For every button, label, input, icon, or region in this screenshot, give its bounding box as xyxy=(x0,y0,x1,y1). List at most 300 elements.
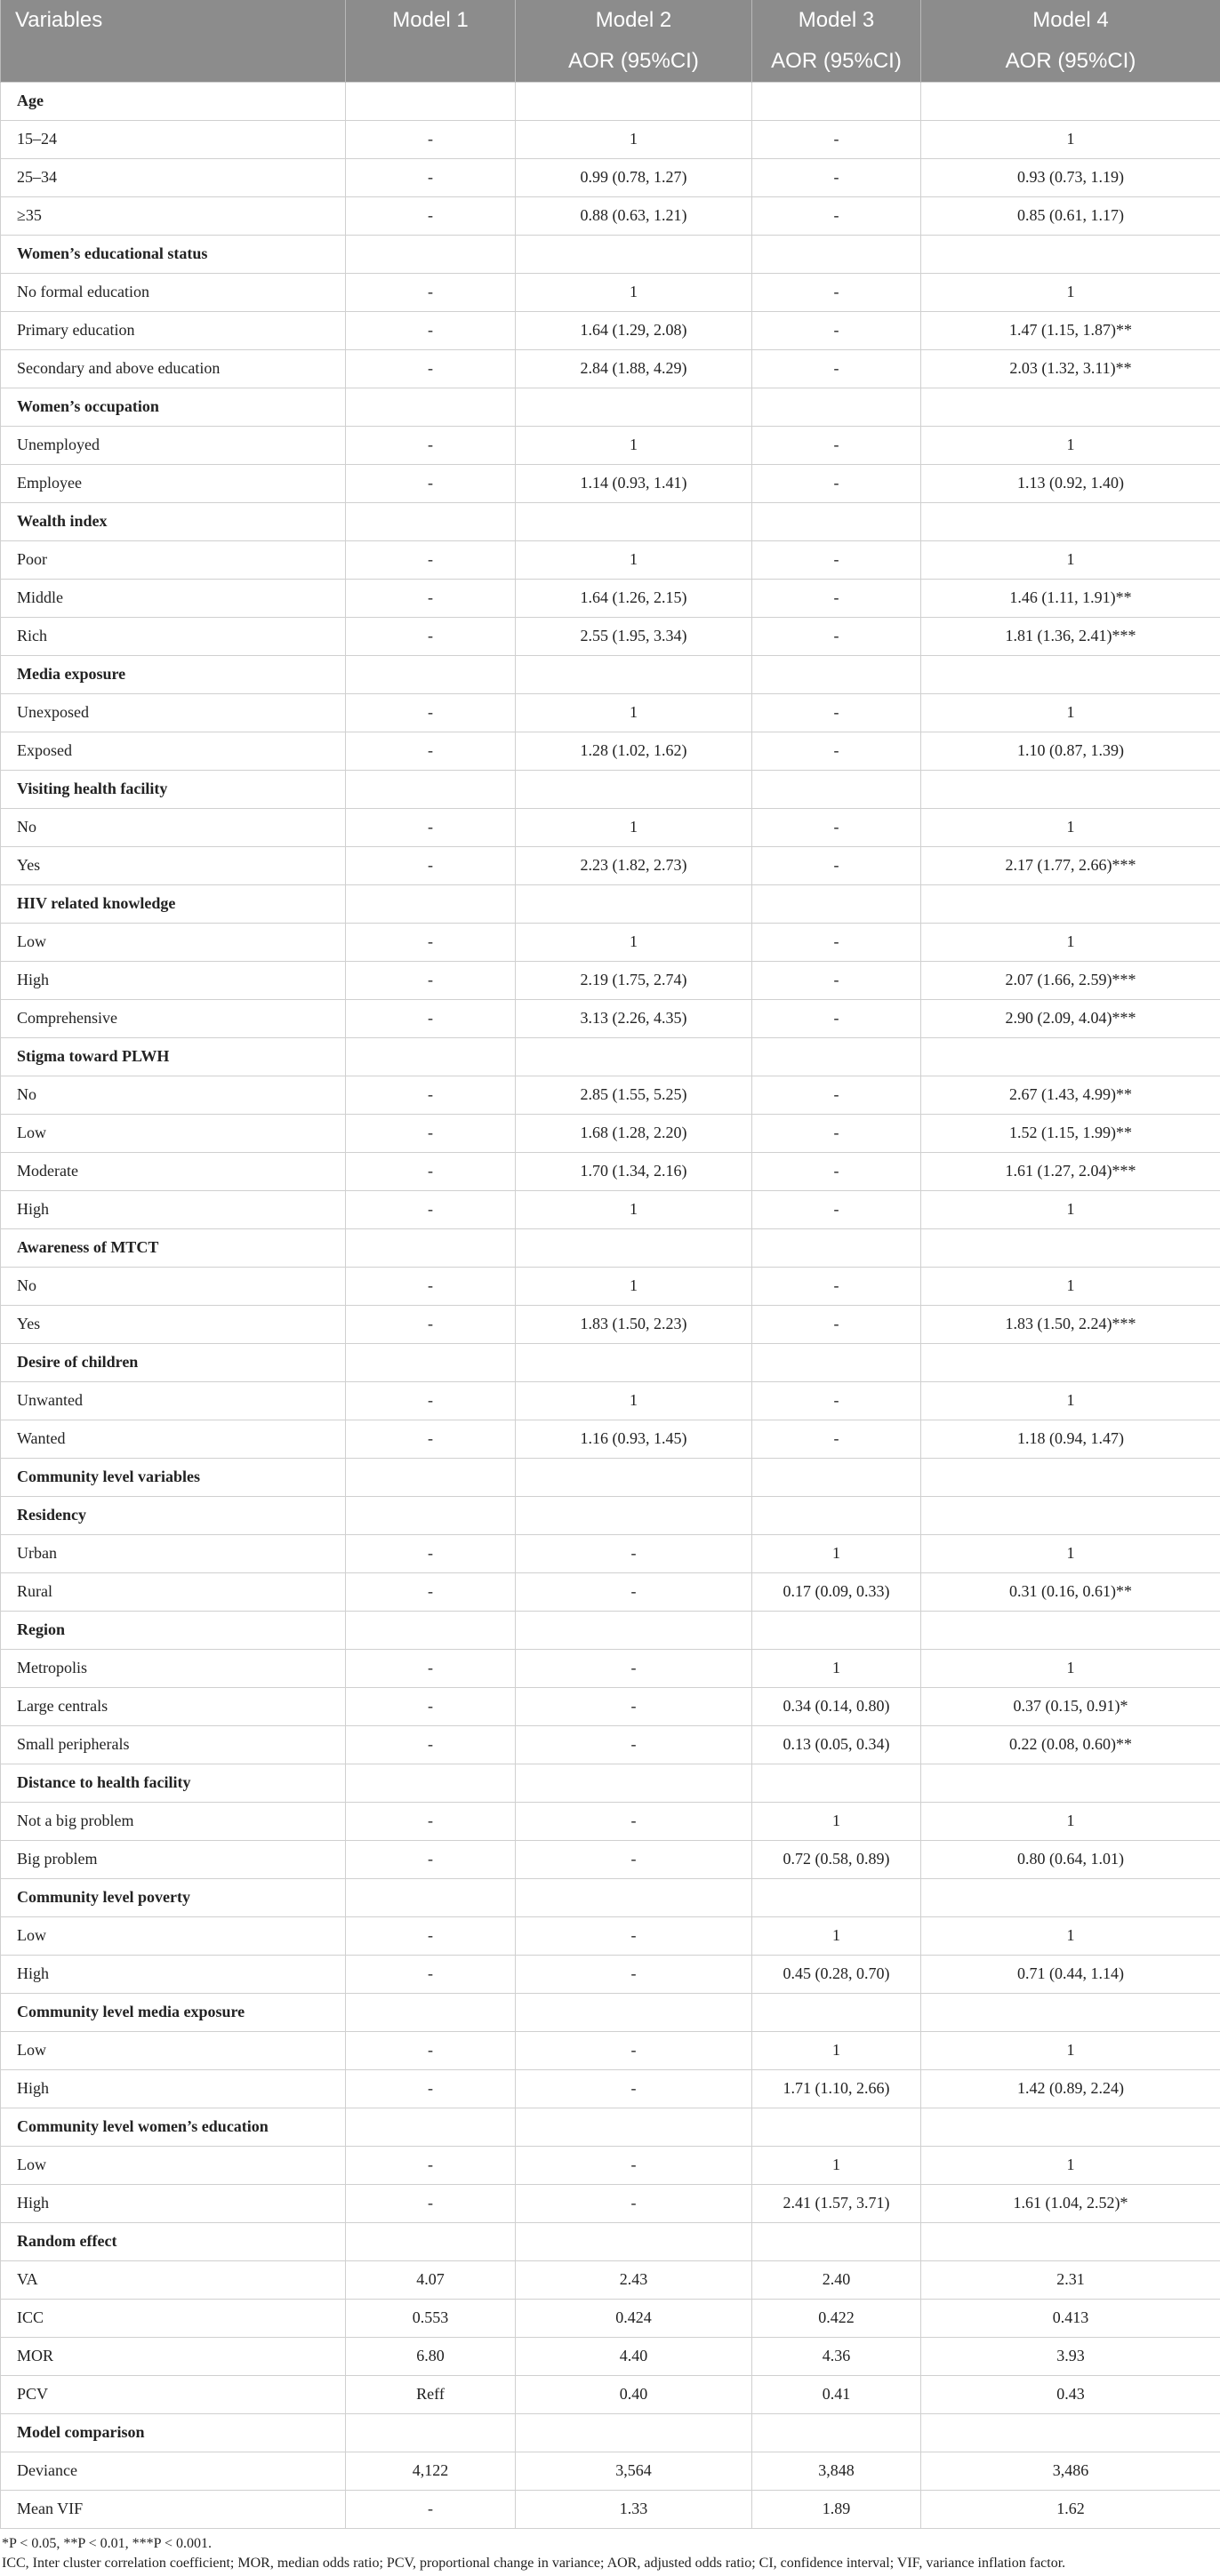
model-4-cell: 1 xyxy=(921,693,1220,732)
model-2-cell: 1 xyxy=(516,1267,752,1305)
table-row xyxy=(1,1305,1220,1343)
model-1-cell: - xyxy=(346,196,516,235)
model-4-cell: 1 xyxy=(921,1802,1220,1840)
header-sub-model-4: AOR (95%CI) xyxy=(921,41,1220,82)
table-row xyxy=(1,808,1220,846)
model-1-cell: - xyxy=(346,2069,516,2108)
variable-label: Wanted xyxy=(1,1420,346,1458)
model-1-cell: - xyxy=(346,2490,516,2528)
model-3-cell: - xyxy=(752,120,921,158)
model-1-cell: - xyxy=(346,1725,516,1764)
model-2-cell: 1 xyxy=(516,540,752,579)
model-4-cell: 0.80 (0.64, 1.01) xyxy=(921,1840,1220,1878)
section-label: Distance to health facility xyxy=(1,1764,346,1802)
model-1-cell: - xyxy=(346,1687,516,1725)
table-row xyxy=(1,1687,1220,1725)
model-3-cell xyxy=(752,1993,921,2031)
table-row xyxy=(1,999,1220,1037)
table-row xyxy=(1,349,1220,388)
section-label: Visiting health facility xyxy=(1,770,346,808)
model-4-cell: 1.81 (1.36, 2.41)*** xyxy=(921,617,1220,655)
table-row xyxy=(1,961,1220,999)
variable-label: Poor xyxy=(1,540,346,579)
section-row xyxy=(1,235,1220,273)
model-3-cell: 3,848 xyxy=(752,2452,921,2490)
section-label: Community level variables xyxy=(1,1458,346,1496)
variable-label: Mean VIF xyxy=(1,2490,346,2528)
model-1-cell xyxy=(346,884,516,923)
model-1-cell: - xyxy=(346,1190,516,1228)
header-variables: Variables xyxy=(1,0,346,41)
model-3-cell: - xyxy=(752,1076,921,1114)
model-3-cell xyxy=(752,1343,921,1381)
model-4-cell: 0.413 xyxy=(921,2299,1220,2337)
variable-label: Employee xyxy=(1,464,346,502)
model-4-cell: 0.31 (0.16, 0.61)** xyxy=(921,1572,1220,1611)
model-1-cell: - xyxy=(346,1381,516,1420)
table-row xyxy=(1,426,1220,464)
variable-label: Yes xyxy=(1,846,346,884)
table-footnotes xyxy=(0,2534,1220,2573)
variable-label: Low xyxy=(1,1114,346,1152)
table-row xyxy=(1,2031,1220,2069)
model-1-cell: - xyxy=(346,311,516,349)
model-3-cell: - xyxy=(752,808,921,846)
model-1-cell xyxy=(346,1993,516,2031)
model-3-cell xyxy=(752,2108,921,2146)
model-4-cell: 0.93 (0.73, 1.19) xyxy=(921,158,1220,196)
model-4-cell: 2.67 (1.43, 4.99)** xyxy=(921,1076,1220,1114)
model-1-cell: - xyxy=(346,961,516,999)
model-3-cell: - xyxy=(752,1305,921,1343)
section-row xyxy=(1,1458,1220,1496)
model-1-cell xyxy=(346,655,516,693)
variable-label: Unwanted xyxy=(1,1381,346,1420)
model-3-cell: - xyxy=(752,349,921,388)
model-1-cell: - xyxy=(346,808,516,846)
variable-label: Rural xyxy=(1,1572,346,1611)
table-row xyxy=(1,2184,1220,2222)
variable-label: No xyxy=(1,1076,346,1114)
model-3-cell xyxy=(752,770,921,808)
model-1-cell: - xyxy=(346,1076,516,1114)
variable-label: High xyxy=(1,961,346,999)
model-3-cell: - xyxy=(752,426,921,464)
model-1-cell xyxy=(346,388,516,426)
model-3-cell: - xyxy=(752,1420,921,1458)
model-4-cell: 2.90 (2.09, 4.04)*** xyxy=(921,999,1220,1037)
model-4-cell: 0.71 (0.44, 1.14) xyxy=(921,1955,1220,1993)
model-3-cell xyxy=(752,1878,921,1916)
model-2-cell: - xyxy=(516,1649,752,1687)
table-row xyxy=(1,923,1220,961)
model-2-cell: 2.55 (1.95, 3.34) xyxy=(516,617,752,655)
variable-label: Low xyxy=(1,1916,346,1955)
model-2-cell xyxy=(516,1878,752,1916)
model-2-cell: 1 xyxy=(516,808,752,846)
model-1-cell: - xyxy=(346,464,516,502)
model-3-cell: - xyxy=(752,999,921,1037)
table-row xyxy=(1,311,1220,349)
model-2-cell: - xyxy=(516,1725,752,1764)
section-row xyxy=(1,2222,1220,2260)
model-1-cell: 6.80 xyxy=(346,2337,516,2375)
model-2-cell: - xyxy=(516,1687,752,1725)
model-4-cell: 1 xyxy=(921,1381,1220,1420)
model-2-cell: 4.40 xyxy=(516,2337,752,2375)
table-row xyxy=(1,1076,1220,1114)
table-row xyxy=(1,1114,1220,1152)
section-row xyxy=(1,82,1220,120)
model-4-cell: 0.22 (0.08, 0.60)** xyxy=(921,1725,1220,1764)
variable-label: Comprehensive xyxy=(1,999,346,1037)
model-3-cell: 1 xyxy=(752,1649,921,1687)
model-3-cell: - xyxy=(752,693,921,732)
model-3-cell: - xyxy=(752,464,921,502)
table-row xyxy=(1,1955,1220,1993)
model-4-cell: 1 xyxy=(921,1916,1220,1955)
model-3-cell: - xyxy=(752,158,921,196)
model-3-cell: 0.34 (0.14, 0.80) xyxy=(752,1687,921,1725)
table-row xyxy=(1,2337,1220,2375)
model-1-cell: - xyxy=(346,1267,516,1305)
section-row xyxy=(1,502,1220,540)
model-1-cell: - xyxy=(346,1802,516,1840)
model-1-cell xyxy=(346,1343,516,1381)
footnote-significance: *P < 0.05, **P < 0.01, ***P < 0.001. xyxy=(2,2535,212,2551)
model-3-cell: - xyxy=(752,923,921,961)
model-4-cell xyxy=(921,502,1220,540)
model-3-cell xyxy=(752,1037,921,1076)
model-1-cell: - xyxy=(346,1114,516,1152)
section-label: Wealth index xyxy=(1,502,346,540)
variable-label: MOR xyxy=(1,2337,346,2375)
model-2-cell xyxy=(516,770,752,808)
section-row xyxy=(1,1611,1220,1649)
model-2-cell: 1.64 (1.29, 2.08) xyxy=(516,311,752,349)
variable-label: Unexposed xyxy=(1,693,346,732)
model-2-cell xyxy=(516,1764,752,1802)
section-row xyxy=(1,2108,1220,2146)
section-label: Women’s educational status xyxy=(1,235,346,273)
model-3-cell: 1 xyxy=(752,1916,921,1955)
variable-label: Secondary and above education xyxy=(1,349,346,388)
model-3-cell: - xyxy=(752,1267,921,1305)
model-3-cell: - xyxy=(752,196,921,235)
model-1-cell xyxy=(346,1037,516,1076)
variable-label: 15–24 xyxy=(1,120,346,158)
model-1-cell: - xyxy=(346,349,516,388)
table-row xyxy=(1,1381,1220,1420)
header-row-measure xyxy=(1,41,1220,82)
model-2-cell: 1.83 (1.50, 2.23) xyxy=(516,1305,752,1343)
model-3-cell: - xyxy=(752,579,921,617)
footnote-abbreviations: ICC, Inter cluster correlation coefficient; MOR, median odds ratio; PCV, proportional change in variance; AOR, adjusted odds ratio; CI, confidence interval; VIF, variance inflation factor. xyxy=(2,2555,1066,2571)
variable-label: Middle xyxy=(1,579,346,617)
model-2-cell: - xyxy=(516,2069,752,2108)
model-2-cell xyxy=(516,1037,752,1076)
model-3-cell: 0.41 xyxy=(752,2375,921,2413)
section-label: Awareness of MTCT xyxy=(1,1228,346,1267)
table-row xyxy=(1,120,1220,158)
model-3-cell: 4.36 xyxy=(752,2337,921,2375)
model-4-cell: 2.07 (1.66, 2.59)*** xyxy=(921,961,1220,999)
model-1-cell: - xyxy=(346,1305,516,1343)
model-2-cell: - xyxy=(516,2031,752,2069)
model-4-cell: 1.18 (0.94, 1.47) xyxy=(921,1420,1220,1458)
section-row xyxy=(1,770,1220,808)
model-4-cell xyxy=(921,82,1220,120)
model-4-cell: 1.13 (0.92, 1.40) xyxy=(921,464,1220,502)
variable-label: Low xyxy=(1,2031,346,2069)
model-4-cell: 1.61 (1.27, 2.04)*** xyxy=(921,1152,1220,1190)
table-row xyxy=(1,1572,1220,1611)
header-model-4: Model 4 xyxy=(921,0,1220,41)
model-1-cell xyxy=(346,1228,516,1267)
model-1-cell: - xyxy=(346,846,516,884)
table-row xyxy=(1,196,1220,235)
model-3-cell: 0.13 (0.05, 0.34) xyxy=(752,1725,921,1764)
model-3-cell: - xyxy=(752,1381,921,1420)
model-3-cell xyxy=(752,388,921,426)
model-1-cell: - xyxy=(346,999,516,1037)
section-label: Age xyxy=(1,82,346,120)
table-row xyxy=(1,1190,1220,1228)
model-1-cell: - xyxy=(346,273,516,311)
section-row xyxy=(1,1037,1220,1076)
section-label: Random effect xyxy=(1,2222,346,2260)
model-2-cell: 1 xyxy=(516,1190,752,1228)
model-1-cell xyxy=(346,1878,516,1916)
variable-label: ≥35 xyxy=(1,196,346,235)
model-4-cell xyxy=(921,2108,1220,2146)
model-4-cell xyxy=(921,1496,1220,1534)
variable-label: Low xyxy=(1,923,346,961)
model-4-cell: 0.43 xyxy=(921,2375,1220,2413)
table-row xyxy=(1,846,1220,884)
header-model-1: Model 1 xyxy=(346,0,516,41)
model-3-cell: - xyxy=(752,540,921,579)
model-4-cell: 1.52 (1.15, 1.99)** xyxy=(921,1114,1220,1152)
table-row xyxy=(1,2375,1220,2413)
table-row xyxy=(1,2299,1220,2337)
model-4-cell: 2.03 (1.32, 3.11)** xyxy=(921,349,1220,388)
table-row xyxy=(1,464,1220,502)
model-3-cell: 0.17 (0.09, 0.33) xyxy=(752,1572,921,1611)
model-1-cell: - xyxy=(346,923,516,961)
header-empty-cell xyxy=(1,41,346,82)
model-1-cell: - xyxy=(346,158,516,196)
table-row xyxy=(1,273,1220,311)
model-3-cell: - xyxy=(752,1152,921,1190)
table-row xyxy=(1,158,1220,196)
model-3-cell: - xyxy=(752,1190,921,1228)
model-4-cell xyxy=(921,770,1220,808)
model-1-cell: - xyxy=(346,1649,516,1687)
variable-label: High xyxy=(1,1955,346,1993)
model-3-cell: 0.72 (0.58, 0.89) xyxy=(752,1840,921,1878)
model-2-cell xyxy=(516,655,752,693)
section-label: Women’s occupation xyxy=(1,388,346,426)
variable-label: Big problem xyxy=(1,1840,346,1878)
model-4-cell xyxy=(921,235,1220,273)
model-4-cell: 1.83 (1.50, 2.24)*** xyxy=(921,1305,1220,1343)
model-4-cell: 3.93 xyxy=(921,2337,1220,2375)
table-row xyxy=(1,2490,1220,2528)
model-1-cell: Reff xyxy=(346,2375,516,2413)
model-3-cell xyxy=(752,2413,921,2452)
table-row xyxy=(1,2452,1220,2490)
section-row xyxy=(1,1343,1220,1381)
model-3-cell: 1 xyxy=(752,2031,921,2069)
model-4-cell: 1 xyxy=(921,540,1220,579)
section-row xyxy=(1,2413,1220,2452)
model-1-cell: - xyxy=(346,693,516,732)
model-4-cell: 1 xyxy=(921,2031,1220,2069)
section-label: Community level women’s education xyxy=(1,2108,346,2146)
section-row xyxy=(1,388,1220,426)
model-1-cell: - xyxy=(346,1152,516,1190)
model-3-cell: - xyxy=(752,961,921,999)
variable-label: Rich xyxy=(1,617,346,655)
table-row xyxy=(1,1420,1220,1458)
model-2-cell xyxy=(516,884,752,923)
model-2-cell: 2.43 xyxy=(516,2260,752,2299)
model-1-cell: - xyxy=(346,1572,516,1611)
model-2-cell: - xyxy=(516,2146,752,2184)
table-row xyxy=(1,732,1220,770)
model-2-cell: 2.19 (1.75, 2.74) xyxy=(516,961,752,999)
model-3-cell: 0.422 xyxy=(752,2299,921,2337)
header-model-3: Model 3 xyxy=(752,0,921,41)
model-3-cell: 1 xyxy=(752,2146,921,2184)
model-2-cell xyxy=(516,2222,752,2260)
variable-label: Primary education xyxy=(1,311,346,349)
table-row xyxy=(1,1649,1220,1687)
table-row xyxy=(1,1725,1220,1764)
model-1-cell xyxy=(346,2108,516,2146)
model-2-cell: 0.88 (0.63, 1.21) xyxy=(516,196,752,235)
model-1-cell: - xyxy=(346,617,516,655)
section-label: Media exposure xyxy=(1,655,346,693)
model-4-cell: 2.31 xyxy=(921,2260,1220,2299)
model-2-cell: 1.33 xyxy=(516,2490,752,2528)
model-2-cell xyxy=(516,1458,752,1496)
table-row xyxy=(1,1802,1220,1840)
table-row xyxy=(1,1152,1220,1190)
model-2-cell xyxy=(516,2108,752,2146)
section-label: Community level poverty xyxy=(1,1878,346,1916)
variable-label: Metropolis xyxy=(1,1649,346,1687)
model-4-cell xyxy=(921,1228,1220,1267)
header-sub-model-1 xyxy=(346,41,516,82)
model-2-cell: 1.14 (0.93, 1.41) xyxy=(516,464,752,502)
model-3-cell: - xyxy=(752,846,921,884)
model-4-cell: 1.10 (0.87, 1.39) xyxy=(921,732,1220,770)
model-2-cell: 2.84 (1.88, 4.29) xyxy=(516,349,752,388)
model-2-cell: 0.99 (0.78, 1.27) xyxy=(516,158,752,196)
model-3-cell: - xyxy=(752,732,921,770)
model-3-cell: 1.71 (1.10, 2.66) xyxy=(752,2069,921,2108)
section-label: Stigma toward PLWH xyxy=(1,1037,346,1076)
variable-label: High xyxy=(1,2069,346,2108)
model-4-cell: 1 xyxy=(921,273,1220,311)
model-4-cell xyxy=(921,2222,1220,2260)
model-1-cell: - xyxy=(346,2031,516,2069)
variable-label: 25–34 xyxy=(1,158,346,196)
model-3-cell: 2.41 (1.57, 3.71) xyxy=(752,2184,921,2222)
model-4-cell: 1 xyxy=(921,808,1220,846)
model-2-cell: 1 xyxy=(516,120,752,158)
model-1-cell xyxy=(346,2222,516,2260)
model-4-cell: 1.42 (0.89, 2.24) xyxy=(921,2069,1220,2108)
table-row xyxy=(1,2146,1220,2184)
variable-label: Urban xyxy=(1,1534,346,1572)
model-2-cell: - xyxy=(516,1572,752,1611)
section-label: HIV related knowledge xyxy=(1,884,346,923)
model-4-cell: 0.85 (0.61, 1.17) xyxy=(921,196,1220,235)
table-row xyxy=(1,693,1220,732)
model-1-cell: - xyxy=(346,1420,516,1458)
model-1-cell xyxy=(346,502,516,540)
model-3-cell: - xyxy=(752,311,921,349)
model-4-cell xyxy=(921,1458,1220,1496)
variable-label: Yes xyxy=(1,1305,346,1343)
model-1-cell xyxy=(346,1764,516,1802)
variable-label: No xyxy=(1,1267,346,1305)
model-2-cell xyxy=(516,1228,752,1267)
model-3-cell: 1 xyxy=(752,1802,921,1840)
model-3-cell xyxy=(752,1764,921,1802)
model-2-cell xyxy=(516,1496,752,1534)
section-label: Residency xyxy=(1,1496,346,1534)
model-4-cell xyxy=(921,1343,1220,1381)
model-2-cell: 1 xyxy=(516,426,752,464)
header-sub-model-2: AOR (95%CI) xyxy=(516,41,752,82)
model-4-cell: 3,486 xyxy=(921,2452,1220,2490)
model-1-cell xyxy=(346,1496,516,1534)
model-2-cell: - xyxy=(516,2184,752,2222)
variable-label: High xyxy=(1,1190,346,1228)
model-1-cell xyxy=(346,1458,516,1496)
table-row xyxy=(1,540,1220,579)
model-3-cell: - xyxy=(752,617,921,655)
model-2-cell: 0.40 xyxy=(516,2375,752,2413)
variable-label: Large centrals xyxy=(1,1687,346,1725)
section-label: Model comparison xyxy=(1,2413,346,2452)
model-4-cell: 1.46 (1.11, 1.91)** xyxy=(921,579,1220,617)
model-1-cell: - xyxy=(346,120,516,158)
model-2-cell: - xyxy=(516,1840,752,1878)
model-2-cell xyxy=(516,82,752,120)
model-3-cell: 2.40 xyxy=(752,2260,921,2299)
table-row xyxy=(1,617,1220,655)
model-4-cell: 1.47 (1.15, 1.87)** xyxy=(921,311,1220,349)
model-1-cell xyxy=(346,82,516,120)
section-label: Region xyxy=(1,1611,346,1649)
model-2-cell xyxy=(516,1343,752,1381)
table-body xyxy=(1,82,1220,2528)
model-4-cell xyxy=(921,388,1220,426)
variable-label: VA xyxy=(1,2260,346,2299)
variable-label: Low xyxy=(1,2146,346,2184)
model-1-cell: - xyxy=(346,426,516,464)
table-row xyxy=(1,579,1220,617)
table-header xyxy=(1,0,1220,82)
model-3-cell xyxy=(752,502,921,540)
model-2-cell: - xyxy=(516,1916,752,1955)
variable-label: Deviance xyxy=(1,2452,346,2490)
